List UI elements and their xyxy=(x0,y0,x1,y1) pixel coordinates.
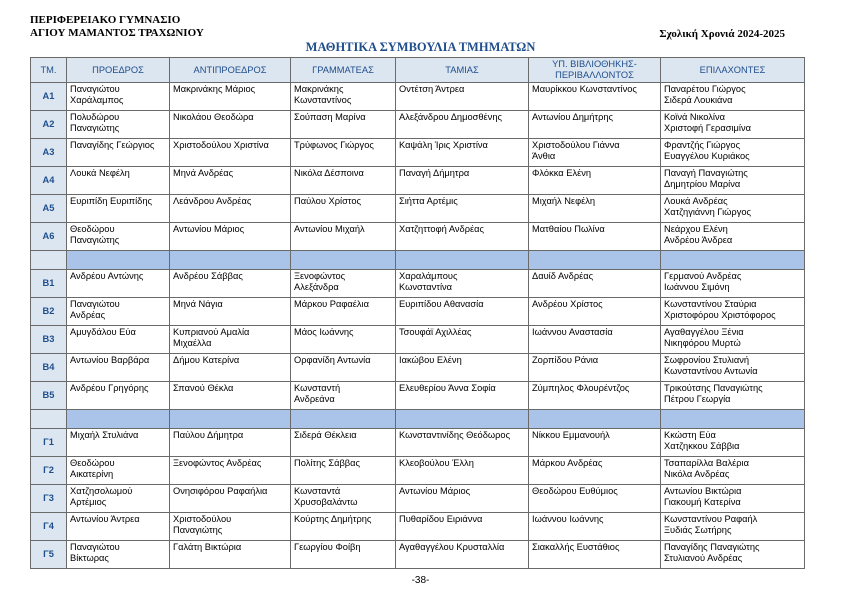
table-cell xyxy=(661,139,805,167)
cell-line: Χριστοφή Γερασιμίνα xyxy=(664,123,751,133)
table-row xyxy=(31,382,805,410)
table-cell xyxy=(170,111,291,139)
table-row xyxy=(31,354,805,382)
table-cell xyxy=(291,111,396,139)
table-cell xyxy=(396,270,529,298)
separator-cell xyxy=(67,410,170,429)
class-code: Β5 xyxy=(31,382,67,410)
table-cell xyxy=(396,298,529,326)
cell-line: Παναγιώτης xyxy=(70,123,120,133)
cell-line: Μιχαέλλα xyxy=(173,338,212,348)
table-cell xyxy=(291,541,396,569)
cell-line: Θεοδώρου xyxy=(70,458,115,468)
cell-line: Κωνσταντίνου Ραφαήλ xyxy=(664,514,758,524)
separator-cell xyxy=(67,251,170,270)
cell-line: Οντέτση Άντρεα xyxy=(399,84,465,94)
cell-line: Πυθαρίδου Ειριάννα xyxy=(399,514,483,524)
table-cell xyxy=(67,83,170,111)
class-code: Γ2 xyxy=(31,457,67,485)
cell-line: Παναγή Παναγιώτης xyxy=(664,168,748,178)
class-code: Β2 xyxy=(31,298,67,326)
class-code: Α4 xyxy=(31,167,67,195)
table-cell xyxy=(67,139,170,167)
councils-table xyxy=(30,57,805,569)
table-cell xyxy=(661,167,805,195)
cell-line: Νεάρχου Ελένη xyxy=(664,224,728,234)
cell-line: Ματθαίου Πωλίνα xyxy=(532,224,605,234)
cell-line: Σούπαση Μαρίνα xyxy=(294,112,366,122)
cell-line: Σωφρονίου Στυλιανή xyxy=(664,355,750,365)
school-year: Σχολική Χρονιά 2024-2025 xyxy=(659,28,785,40)
cell-line: Νικηφόρου Μυρτώ xyxy=(664,338,741,348)
separator-row xyxy=(31,410,805,429)
cell-line: Χριστοδούλου Γιάννα xyxy=(532,140,620,150)
class-code: Α1 xyxy=(31,83,67,111)
cell-line: Ελευθερίου Άννα Σοφία xyxy=(399,383,496,393)
table-cell xyxy=(396,382,529,410)
cell-line: Χριστοδούλου Χριστίνα xyxy=(173,140,269,150)
table-cell xyxy=(291,354,396,382)
cell-line: Ξενοφώντος xyxy=(294,271,346,281)
cell-line: Νικόλα Δέσποινα xyxy=(294,168,364,178)
table-cell xyxy=(170,223,291,251)
cell-line: Ιωάννου Αναστασία xyxy=(532,327,613,337)
table-row xyxy=(31,223,805,251)
separator-cell xyxy=(291,251,396,270)
cell-line: Κωνσταντή xyxy=(294,383,341,393)
table-cell xyxy=(67,541,170,569)
class-code: Γ4 xyxy=(31,513,67,541)
cell-line: Ανδρεάνα xyxy=(294,394,335,404)
cell-line: Ανδρέου Χρίστος xyxy=(532,299,603,309)
table-cell xyxy=(67,298,170,326)
cell-line: Κωνσταντίνα xyxy=(399,282,453,292)
cell-line: Αμυγδάλου Εύα xyxy=(70,327,136,337)
cell-line: Αγαθαγγέλου Κρυσταλλία xyxy=(399,542,505,552)
table-cell xyxy=(291,326,396,354)
column-header: ΠΡΟΕΔΡΟΣ xyxy=(67,58,170,83)
cell-line: Πολυδώρου xyxy=(70,112,120,122)
cell-line: Κούρτης Δημήτρης xyxy=(294,514,372,524)
document-title: ΜΑΘΗΤΙΚΑ ΣΥΜΒΟΥΛΙΑ ΤΜΗΜΑΤΩΝ xyxy=(305,40,536,54)
table-cell xyxy=(661,382,805,410)
cell-line: Παναγιώτου xyxy=(70,299,120,309)
cell-line: Δημητρίου Μαρίνα xyxy=(664,179,741,189)
table-cell xyxy=(529,139,661,167)
table-cell xyxy=(396,83,529,111)
cell-line: Σιδερά Θέκλεια xyxy=(294,430,357,440)
cell-line: Μιχαήλ Νεφέλη xyxy=(532,196,596,206)
separator-cell xyxy=(396,251,529,270)
column-header: ΥΠ. ΒΙΒΛΙΟΘΗΚΗΣ-ΠΕΡΙΒΑΛΛΟΝΤΟΣ xyxy=(529,58,661,83)
column-header: ΓΡΑΜΜΑΤΕΑΣ xyxy=(291,58,396,83)
table-cell xyxy=(170,195,291,223)
cell-line: Παναγή Δήμητρα xyxy=(399,168,470,178)
cell-line: Κωνσταντά xyxy=(294,486,341,496)
table-cell xyxy=(661,354,805,382)
column-header: ΑΝΤΙΠΡΟΕΔΡΟΣ xyxy=(170,58,291,83)
cell-line: Χατζησολωμού xyxy=(70,486,133,496)
table-cell xyxy=(67,513,170,541)
cell-line: Βίκτωρας xyxy=(70,553,109,563)
school-name-line1: ΠΕΡΙΦΕΡΕΙΑΚΟ ΓΥΜΝΑΣΙΟ xyxy=(30,14,181,26)
cell-line: Θεοδώρου Ευθύμιος xyxy=(532,486,618,496)
cell-line: Κοϊνά Νικολίνα xyxy=(664,112,725,122)
cell-line: Παναγιώτης xyxy=(70,235,120,245)
table-cell xyxy=(67,326,170,354)
table-cell xyxy=(170,83,291,111)
table-cell xyxy=(67,270,170,298)
table-cell xyxy=(170,354,291,382)
table-cell xyxy=(291,139,396,167)
table-cell xyxy=(529,326,661,354)
cell-line: Ανδρέου Γρηγόρης xyxy=(70,383,149,393)
cell-line: Κυπριανού Αμαλία xyxy=(173,327,250,337)
cell-line: Ιωάννου Σιμόνη xyxy=(664,282,730,292)
school-name-line2: ΑΓΙΟΥ ΜΑΜΑΝΤΟΣ ΤΡΑΧΩΝΙΟΥ xyxy=(30,27,204,39)
table-cell xyxy=(291,429,396,457)
class-code: Γ3 xyxy=(31,485,67,513)
cell-line: Παναγίδης Παναγιώτης xyxy=(664,542,760,552)
separator-cell xyxy=(661,410,805,429)
class-code: Α6 xyxy=(31,223,67,251)
cell-line: Γιακουμή Κατερίνα xyxy=(664,497,741,507)
table-header-row xyxy=(31,58,805,83)
column-header: ΕΠΙΛΑΧΟΝΤΕΣ xyxy=(661,58,805,83)
table-row xyxy=(31,270,805,298)
cell-line: Λουκά Ανδρέας xyxy=(664,196,728,206)
cell-line: Παναγιώτου xyxy=(70,84,120,94)
table-cell xyxy=(661,270,805,298)
table-cell xyxy=(67,457,170,485)
cell-line: Ορφανίδη Αντωνία xyxy=(294,355,371,365)
table-cell xyxy=(529,111,661,139)
table-cell xyxy=(529,298,661,326)
cell-line: Πολίτης Σάββας xyxy=(294,458,360,468)
cell-line: Τρύφωνος Γιώργος xyxy=(294,140,374,150)
cell-line: Τρικούτσης Παναγιώτης xyxy=(664,383,763,393)
table-cell xyxy=(396,223,529,251)
table-cell xyxy=(661,83,805,111)
cell-line: Παναγιώτου xyxy=(70,542,120,552)
table-cell xyxy=(67,195,170,223)
table-cell xyxy=(396,326,529,354)
table-row xyxy=(31,457,805,485)
table-cell xyxy=(661,111,805,139)
cell-line: Ανδρέου Σάββας xyxy=(173,271,243,281)
table-cell xyxy=(529,270,661,298)
table-row xyxy=(31,111,805,139)
cell-line: Αγαθαγγέλου Ξένια xyxy=(664,327,744,337)
table-cell xyxy=(67,382,170,410)
cell-line: Γερμανού Ανδρέας xyxy=(664,271,742,281)
cell-line: Γαλάτη Βικτώρια xyxy=(173,542,242,552)
cell-line: Θεοδώρου xyxy=(70,224,115,234)
cell-line: Μακρινάκης Μάριος xyxy=(173,84,256,94)
cell-line: Καψάλη Ίρις Χριστίνα xyxy=(399,140,488,150)
class-code: Α2 xyxy=(31,111,67,139)
table-cell xyxy=(661,326,805,354)
cell-line: Παναρέτου Γιώργος xyxy=(664,84,746,94)
table-cell xyxy=(529,223,661,251)
cell-line: Μαυρίκκου Κωνσταντίνος xyxy=(532,84,637,94)
table-cell xyxy=(170,457,291,485)
class-code: Γ1 xyxy=(31,429,67,457)
cell-line: Δήμου Κατερίνα xyxy=(173,355,240,365)
cell-line: Τσουφάϊ Αχιλλέας xyxy=(399,327,472,337)
table-cell xyxy=(170,429,291,457)
cell-line: Κλεοβούλου Έλλη xyxy=(399,458,474,468)
table-row xyxy=(31,139,805,167)
table-cell xyxy=(67,429,170,457)
cell-line: Αντωνίου Μάριος xyxy=(173,224,245,234)
cell-line: Ζύμπηλος Φλουρέντζος xyxy=(532,383,630,393)
table-cell xyxy=(529,429,661,457)
cell-line: Μάρκου Ραφαέλια xyxy=(294,299,369,309)
cell-line: Αικατερίνη xyxy=(70,469,114,479)
table-cell xyxy=(67,485,170,513)
cell-line: Χαραλάμπους xyxy=(399,271,458,281)
table-cell xyxy=(529,354,661,382)
cell-line: Μιχαήλ Στυλιάνα xyxy=(70,430,139,440)
separator-cell xyxy=(31,410,67,429)
cell-line: Λεάνδρου Ανδρέας xyxy=(173,196,252,206)
table-cell xyxy=(396,111,529,139)
cell-line: Σιήττα Αρτέμις xyxy=(399,196,458,206)
cell-line: Αντωνίου Μιχαήλ xyxy=(294,224,365,234)
cell-line: Ευριπίδη Ευριπίδης xyxy=(70,196,152,206)
class-code: Γ5 xyxy=(31,541,67,569)
class-code: Α3 xyxy=(31,139,67,167)
cell-line: Ευριπίδου Αθανασία xyxy=(399,299,484,309)
cell-line: Σπανού Θέκλα xyxy=(173,383,234,393)
cell-line: Χατζηγιάννη Γιώργος xyxy=(664,207,751,217)
separator-cell xyxy=(291,410,396,429)
cell-line: Δαυίδ Ανδρέας xyxy=(532,271,594,281)
table-cell xyxy=(291,223,396,251)
cell-line: Ανδρέου Άνδρεα xyxy=(664,235,733,245)
cell-line: Μηνά Ανδρέας xyxy=(173,168,234,178)
table-cell xyxy=(67,223,170,251)
class-code: Β1 xyxy=(31,270,67,298)
cell-line: Μάρκου Ανδρέας xyxy=(532,458,603,468)
table-cell xyxy=(170,270,291,298)
cell-line: Ζορπίδου Ράνια xyxy=(532,355,599,365)
table-cell xyxy=(291,270,396,298)
cell-line: Αντωνίου Δημήτρης xyxy=(532,112,614,122)
cell-line: Φλόκκα Ελένη xyxy=(532,168,592,178)
cell-line: Σιδερά Λουκιάνα xyxy=(664,95,733,105)
table-cell xyxy=(396,429,529,457)
cell-line: Κωνσταντίνος xyxy=(294,95,352,105)
table-cell xyxy=(529,485,661,513)
cell-line: Κκώστη Εύα xyxy=(664,430,716,440)
table-row xyxy=(31,429,805,457)
cell-line: Νίκκου Εμμανουήλ xyxy=(532,430,610,440)
table-row xyxy=(31,195,805,223)
separator-cell xyxy=(396,410,529,429)
cell-line: Ευαγγέλου Κυριάκος xyxy=(664,151,750,161)
table-cell xyxy=(529,457,661,485)
cell-line: Νικολάου Θεοδώρα xyxy=(173,112,254,122)
cell-line: Χατζηκκου Σάββια xyxy=(664,441,740,451)
table-cell xyxy=(529,83,661,111)
table-cell xyxy=(67,167,170,195)
table-cell xyxy=(396,457,529,485)
separator-cell xyxy=(31,251,67,270)
table-row xyxy=(31,513,805,541)
cell-line: Χριστοφόρου Χριστόφορος xyxy=(664,310,776,320)
table-cell xyxy=(661,223,805,251)
table-cell xyxy=(170,513,291,541)
table-cell xyxy=(291,83,396,111)
class-code: Β4 xyxy=(31,354,67,382)
separator-cell xyxy=(529,410,661,429)
table-cell xyxy=(396,139,529,167)
table-cell xyxy=(291,298,396,326)
table-row xyxy=(31,167,805,195)
cell-line: Μάος Ιωάννης xyxy=(294,327,354,337)
table-cell xyxy=(170,167,291,195)
column-header: ΤΑΜΙΑΣ xyxy=(396,58,529,83)
table-cell xyxy=(661,457,805,485)
table-cell xyxy=(396,195,529,223)
table-row xyxy=(31,326,805,354)
separator-cell xyxy=(661,251,805,270)
cell-line: Ξυδιάς Σωτήρης xyxy=(664,525,732,535)
cell-line: Νικόλα Ανδρέας xyxy=(664,469,730,479)
table-cell xyxy=(170,382,291,410)
cell-line: Αντωνίου Μάριος xyxy=(399,486,471,496)
table-cell xyxy=(396,354,529,382)
cell-line: Ιακώβου Ελένη xyxy=(399,355,462,365)
cell-line: Ξενοφώντος Ανδρέας xyxy=(173,458,262,468)
table-cell xyxy=(170,139,291,167)
table-row xyxy=(31,485,805,513)
class-code: Α5 xyxy=(31,195,67,223)
cell-line: Χριστοδούλου xyxy=(173,514,232,524)
table-cell xyxy=(291,167,396,195)
table-cell xyxy=(661,541,805,569)
table-cell xyxy=(661,485,805,513)
table-cell xyxy=(170,298,291,326)
cell-line: Παναγιώτης xyxy=(173,525,223,535)
table-cell xyxy=(396,485,529,513)
table-cell xyxy=(291,513,396,541)
table-row xyxy=(31,298,805,326)
cell-line: Σιακαλλής Ευστάθιος xyxy=(532,542,620,552)
cell-line: Αλεξάνδρα xyxy=(294,282,339,292)
table-cell xyxy=(291,457,396,485)
table-cell xyxy=(661,513,805,541)
table-row xyxy=(31,83,805,111)
cell-line: Κωνσταντινίδης Θεόδωρος xyxy=(399,430,511,440)
table-cell xyxy=(291,195,396,223)
cell-line: Άνθια xyxy=(532,151,556,161)
cell-line: Φραντζής Γιώργος xyxy=(664,140,741,150)
separator-cell xyxy=(529,251,661,270)
table-cell xyxy=(529,541,661,569)
table-cell xyxy=(529,167,661,195)
table-cell xyxy=(291,485,396,513)
cell-line: Αντωνίου Βικτώρια xyxy=(664,486,742,496)
table-cell xyxy=(529,382,661,410)
table-cell xyxy=(170,541,291,569)
table-cell xyxy=(67,354,170,382)
table-cell xyxy=(396,541,529,569)
table-cell xyxy=(529,513,661,541)
cell-line: Αντωνίου Βαρβάρα xyxy=(70,355,150,365)
cell-line: Κωνσταντίνου Αντωνία xyxy=(664,366,758,376)
cell-line: Χρυσοβαλάντω xyxy=(294,497,358,507)
table-body xyxy=(31,83,805,569)
cell-line: Παύλου Χρίστος xyxy=(294,196,362,206)
separator-cell xyxy=(170,251,291,270)
table-cell xyxy=(67,111,170,139)
cell-line: Γεωργίου Φοίβη xyxy=(294,542,361,552)
class-code: Β3 xyxy=(31,326,67,354)
cell-line: Πέτρου Γεωργία xyxy=(664,394,731,404)
table-cell xyxy=(661,429,805,457)
cell-line: Τσαπαρίλλα Βαλέρια xyxy=(664,458,749,468)
cell-line: Ανδρέας xyxy=(70,310,106,320)
cell-line: Αρτέμιος xyxy=(70,497,107,507)
table-cell xyxy=(661,298,805,326)
cell-line: Ανδρέου Αντώνης xyxy=(70,271,144,281)
column-header: ΤΜ. xyxy=(31,58,67,83)
cell-line: Ιωάννου Ιωάννης xyxy=(532,514,604,524)
table-cell xyxy=(529,195,661,223)
cell-line: Αλεξάνδρου Δημοσθένης xyxy=(399,112,502,122)
table-cell xyxy=(170,326,291,354)
page-number: -38- xyxy=(411,575,430,586)
cell-line: Ονησιφόρου Ραφαήλια xyxy=(173,486,268,496)
table-cell xyxy=(396,167,529,195)
cell-line: Στυλιανού Ανδρέας xyxy=(664,553,743,563)
cell-line: Μακρινάκης xyxy=(294,84,344,94)
table-cell xyxy=(396,513,529,541)
cell-line: Κωνσταντίνου Σταύρια xyxy=(664,299,757,309)
table-cell xyxy=(291,382,396,410)
cell-line: Χατζηττοφή Ανδρέας xyxy=(399,224,485,234)
table-row xyxy=(31,541,805,569)
table-cell xyxy=(661,195,805,223)
separator-row xyxy=(31,251,805,270)
cell-line: Παύλου Δήμητρα xyxy=(173,430,244,440)
cell-line: Αντωνίου Άντρεα xyxy=(70,514,140,524)
cell-line: Παναγίδης Γεώργιος xyxy=(70,140,155,150)
separator-cell xyxy=(170,410,291,429)
table-cell xyxy=(170,485,291,513)
cell-line: Μηνά Νάγια xyxy=(173,299,223,309)
cell-line: Χαράλαμπος xyxy=(70,95,124,105)
cell-line: Λουκά Νεφέλη xyxy=(70,168,130,178)
